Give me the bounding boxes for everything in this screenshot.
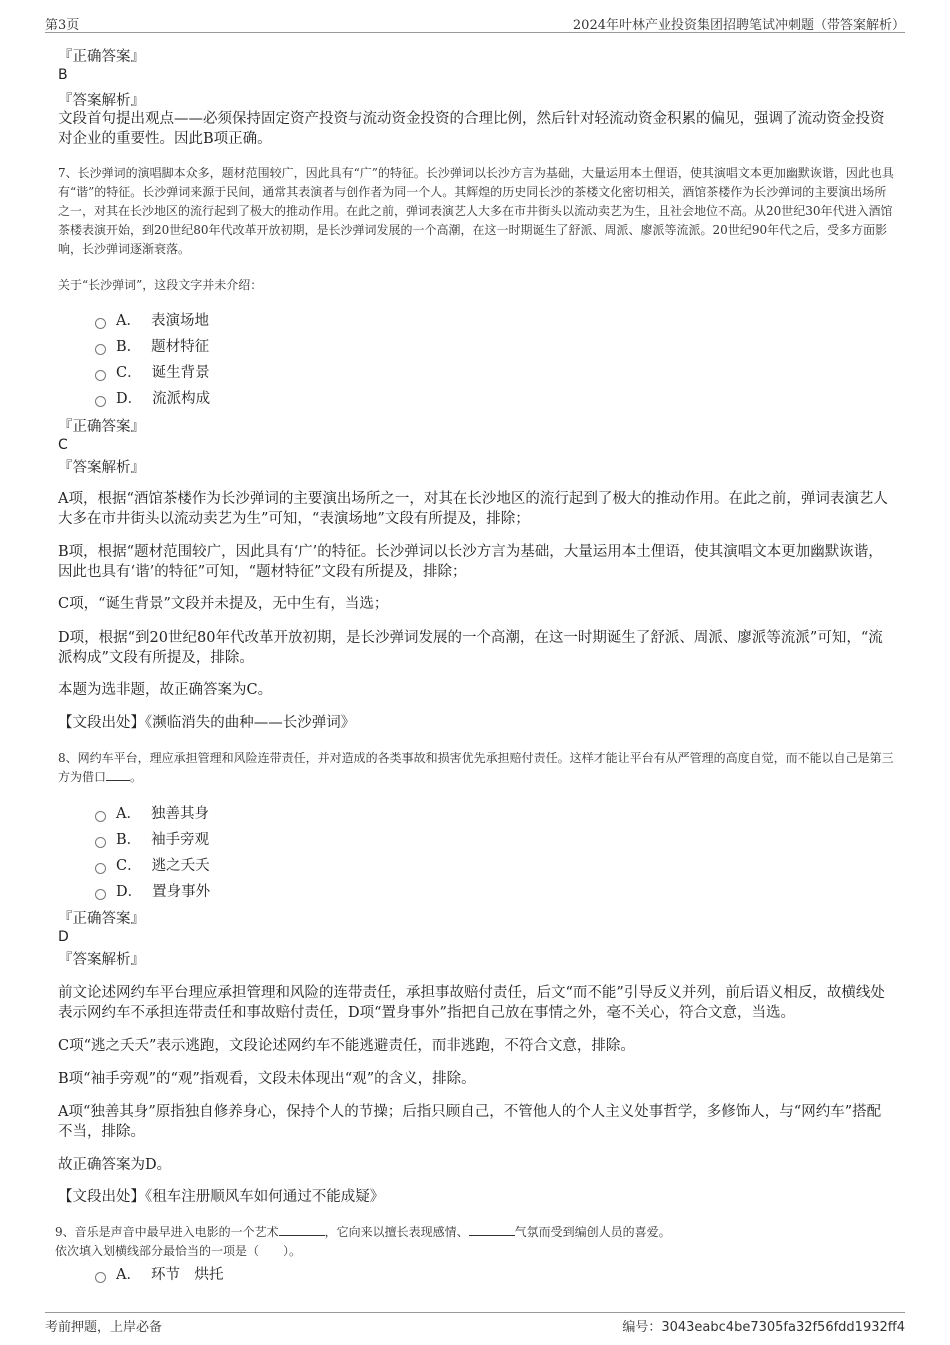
answer-letter: B	[58, 67, 68, 83]
document-code: 编号：3043eabc4be7305fa32f56fdd1932ff4	[622, 1320, 905, 1335]
analysis-conclusion: 故正确答案为D。	[58, 1157, 172, 1173]
page-footer	[45, 1312, 905, 1335]
option-key: A．	[116, 806, 141, 822]
radio-icon[interactable]	[95, 370, 106, 381]
analysis-text: 文段首句提出观点——必须保持固定资产投资与流动资金投资的合理比例，然后针对轻流动资金积累的偏见，强调了流动资金投资对企业的重要性。因此B项正确。	[58, 111, 885, 147]
radio-icon[interactable]	[95, 318, 106, 329]
answer-label: 『正确答案』	[58, 49, 145, 65]
question-stem: 7、长沙弹词的演唱脚本众多，题材范围较广，因此具有“广”的特征。长沙弹词以长沙方言为基础，大量运用本土俚语，使其演唱文本更加幽默诙谐，因此也具有“谐”的特征。长沙弹词来源于民间，通常其表演者与创作者为同一个人。其辉煌的历史同长沙的茶楼文化密切相关，酒馆茶楼作为长沙弹词的主要演出场所之一，对其在长沙地区的流行起到了极大的推动作用。在此之前，弹词表演艺人大多在市井街头以流动卖艺为生，且社会地位不高。从20世纪30年代进入酒馆茶楼表演开始，到20世纪80年代改革开放初期，是长沙弹词发展的一个高潮，在这一时期诞生了舒派、周派、廖派等流派。20世纪90年代之后，受多方面影响，长沙弹词逐渐衰落。	[58, 166, 894, 256]
answer-label: 『正确答案』	[58, 419, 145, 435]
option-text: 逃之夭夭	[151, 858, 210, 874]
page-number: 第3页	[45, 18, 80, 33]
radio-icon[interactable]	[95, 863, 106, 874]
option-key: D．	[116, 391, 143, 407]
question-stem: 9、音乐是声音中最早进入电影的一个艺术 ，它向来以擅长表现感情、 气氛而受到编创人员的喜爱。	[55, 1225, 671, 1239]
option-key: C．	[116, 858, 142, 874]
question-stem: 8、网约车平台，理应承担管理和风险连带责任，并对造成的各类事故和损害优先承担赔付责任。这样才能让平台有从严管理的高度自觉，而不能以自己是第三方为借口 。	[58, 751, 894, 784]
radio-icon[interactable]	[95, 889, 106, 900]
option-text: 表演场地	[150, 313, 209, 329]
question-prompt: 依次填入划横线部分最恰当的一项是（ ）。	[55, 1244, 302, 1258]
analysis-paragraph: C项“逃之夭夭”表示逃跑，文段论述网约车不能逃避责任，而非逃跑，不符合文意，排除。	[58, 1038, 635, 1054]
radio-icon[interactable]	[95, 811, 106, 822]
option-text: 诞生背景	[151, 365, 210, 381]
analysis-label: 『答案解析』	[58, 952, 145, 968]
option-key: A．	[116, 1267, 141, 1283]
option-text: 袖手旁观	[151, 832, 210, 848]
fill-blank	[279, 1223, 325, 1236]
option-text: 置身事外	[152, 884, 211, 900]
source-citation: 【文段出处】《濒临消失的曲种——长沙弹词》	[58, 715, 356, 731]
analysis-paragraph: D项，根据“到20世纪80年代改革开放初期，是长沙弹词发展的一个高潮，在这一时期诞生了舒派、周派、廖派等流派”可知，“流派构成”文段有所提及，排除。	[58, 630, 883, 666]
analysis-conclusion: 本题为选非题，故正确答案为C。	[58, 682, 273, 698]
option-text: 题材特征	[151, 339, 210, 355]
footer-slogan: 考前押题，上岸必备	[45, 1320, 163, 1335]
answer-label: 『正确答案』	[58, 911, 145, 927]
option-text: 环节 烘托	[150, 1267, 224, 1283]
source-citation: 【文段出处】《租车注册顺风车如何通过不能成疑》	[58, 1189, 385, 1205]
analysis-paragraph: B项“袖手旁观”的“观”指观看，文段未体现出“观”的含义，排除。	[58, 1071, 476, 1087]
option-key: B．	[116, 832, 142, 848]
answer-letter: D	[58, 929, 69, 945]
option-b[interactable]	[95, 830, 209, 850]
radio-icon[interactable]	[95, 837, 106, 848]
analysis-label: 『答案解析』	[58, 93, 145, 109]
option-key: C．	[116, 365, 142, 381]
option-d[interactable]	[95, 882, 210, 902]
option-c[interactable]	[95, 363, 210, 383]
option-a[interactable]	[95, 804, 209, 824]
option-a[interactable]	[95, 311, 209, 331]
option-b[interactable]	[95, 337, 209, 357]
fill-blank	[106, 768, 130, 781]
analysis-paragraph: A项“独善其身”原指独自修养身心，保持个人的节操；后指只顾自己，不管他人的个人主义处事哲学，多修饰人，与“网约车”搭配不当，排除。	[58, 1104, 882, 1140]
option-c[interactable]	[95, 856, 210, 876]
document-title: 2024年叶林产业投资集团招聘笔试冲刺题（带答案解析）	[572, 18, 905, 33]
analysis-paragraph: B项，根据“题材范围较广，因此具有‘广’的特征。长沙弹词以长沙方言为基础，大量运用本土俚语，使其演唱文本更加幽默诙谐，因此也具有‘谐’的特征”可知，“题材特征”文段有所提及，排除；	[58, 544, 883, 580]
analysis-paragraph: C项，“诞生背景”文段并未提及，无中生有，当选；	[58, 596, 389, 612]
analysis-paragraph: A项，根据“酒馆茶楼作为长沙弹词的主要演出场所之一，对其在长沙地区的流行起到了极大的推动作用。在此之前，弹词表演艺人大多在市井街头以流动卖艺为生”可知，“表演场地”文段有所提及，排除；	[58, 491, 888, 527]
fill-blank	[469, 1223, 515, 1236]
option-key: B．	[116, 339, 142, 355]
radio-icon[interactable]	[95, 1272, 106, 1283]
radio-icon[interactable]	[95, 344, 106, 355]
option-key: D．	[116, 884, 143, 900]
question-prompt: 关于“长沙弹词”，这段文字并未介绍：	[58, 278, 263, 292]
analysis-paragraph: 前文论述网约车平台理应承担管理和风险的连带责任，承担事故赔付责任，后文“而不能”引导反义并列，前后语义相反，故横线处表示网约车不承担连带责任和事故赔付责任，D项“置身事外”指把自己放在事情之外，毫不关心，符合文意，当选。	[58, 985, 885, 1021]
option-a[interactable]	[95, 1265, 223, 1285]
radio-icon[interactable]	[95, 396, 106, 407]
answer-letter: C	[58, 437, 68, 453]
page-header	[45, 12, 905, 33]
option-text: 独善其身	[150, 806, 209, 822]
option-key: A．	[116, 313, 141, 329]
option-d[interactable]	[95, 389, 210, 409]
option-text: 流派构成	[152, 391, 211, 407]
analysis-label: 『答案解析』	[58, 460, 145, 476]
